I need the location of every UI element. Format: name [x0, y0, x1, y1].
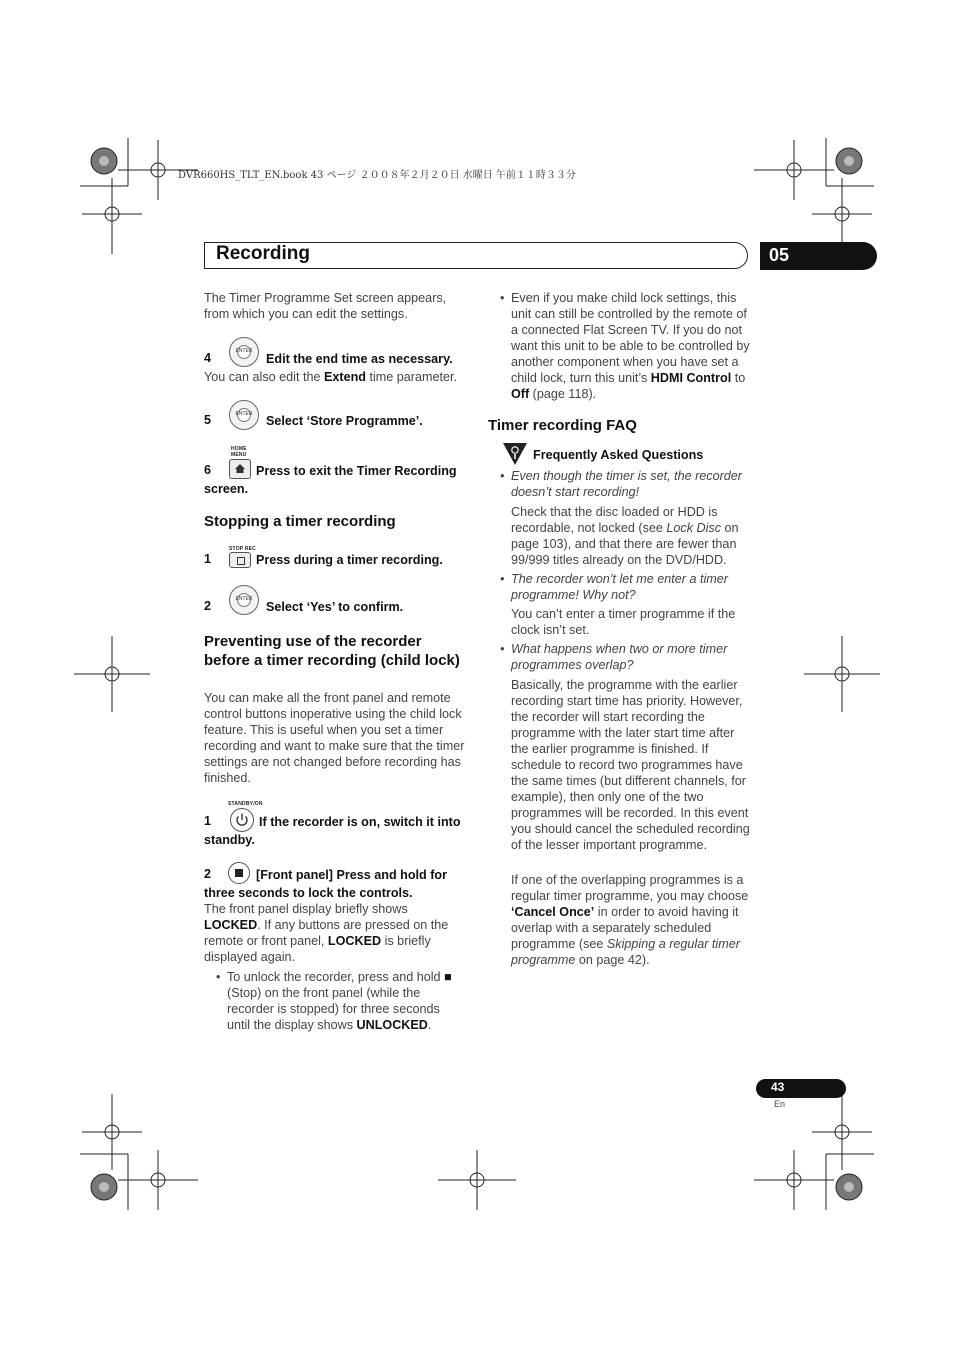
step-instruction: If the recorder is on, switch it into standby.: [204, 815, 461, 847]
faq-answer: Basically, the programme with the earlier recording start time has priority. However, the recorder will start recording the programme with the later start time after the earlier programme is finished. If schedule to record two programmes have the same times (but different channels, for example), then only one of the two programmes will be recorded. In this event you should cancel the scheduled recording of the lesser important programme.: [511, 678, 750, 852]
step-number: 2: [204, 867, 212, 881]
print-header: DVR660HS_TLT_EN.book 43 ページ ２００８年２月２０日 水曜日 午前１１時３３分: [178, 170, 576, 181]
section-heading: Stopping a timer recording: [204, 513, 396, 530]
faq-answer: If one of the overlapping programmes is a regular timer programme, you may choose ‘Cancel Once’ in order to avoid having it overlap with a separately scheduled programme (see Skipping a regular timer programme on page 42).: [511, 873, 749, 967]
bullet-item: • To unlock the recorder, press and hold ■ (Stop) on the front panel (while the recorder is stopped) for three seconds until the display shows UNLOCKED.: [227, 969, 461, 1033]
step-instruction: Press to exit the Timer Recording screen.: [204, 464, 457, 496]
faq-answer: Check that the disc loaded or HDD is recordable, not locked (see Lock Disc on page 103), and that there are fewer than 99/999 titles already on the DVD/HDD.: [511, 505, 739, 567]
standby-on-label: STANDBY/ON: [228, 801, 263, 807]
section-body: You can make all the front panel and remote control buttons inoperative using the child lock feature. This is useful when you set a timer recording and want to make sure that the timer settings are not changed before recording has finished.: [204, 691, 465, 785]
step-number: 2: [204, 599, 212, 613]
step-note: You can also edit the Extend time parameter.: [204, 370, 457, 384]
step-instruction: [Front panel] Press and hold for three seconds to lock the controls.: [204, 868, 448, 900]
faq-answer: You can’t enter a timer programme if the clock isn’t set.: [511, 607, 736, 637]
stop-rec-icon: [229, 552, 251, 568]
step-number: 5: [204, 413, 212, 427]
section-heading: Timer recording FAQ: [488, 417, 637, 434]
step-number: 1: [204, 552, 212, 566]
page-number-tab: [756, 1079, 846, 1098]
step-instruction: Press during a timer recording.: [256, 553, 443, 567]
enter-button-icon: ENTER: [229, 585, 259, 615]
chapter-number: 05: [769, 245, 790, 265]
step-instruction: Select ‘Store Programme’.: [266, 414, 423, 428]
enter-button-icon: ENTER: [229, 337, 259, 367]
faq-subheading: Frequently Asked Questions: [533, 448, 704, 462]
enter-button-icon: ENTER: [229, 400, 259, 430]
step-instruction: Edit the end time as necessary.: [266, 352, 453, 366]
step-number: 6: [204, 463, 212, 477]
tip-icon: [502, 442, 528, 466]
bullet-item: • Even if you make child lock settings, this unit can still be controlled by the remote of a connected Flat Screen TV. If you do not want this unit to be able to be controlled by another component when you have set a child lock, turn this unit’s HDMI Control to Off (page 118).: [511, 290, 751, 402]
stop-rec-label: STOP REC: [229, 546, 256, 552]
home-menu-label: HOME MENU: [231, 446, 247, 458]
faq-question: • What happens when two or more timer programmes overlap?: [511, 641, 751, 673]
intro-text: The Timer Programme Set screen appears, from which you can edit the settings.: [204, 291, 447, 321]
page-number: 43: [771, 1080, 785, 1094]
step-number: 4: [204, 351, 212, 365]
step-note: The front panel display briefly shows LOCKED. If any buttons are pressed on the remote or front panel, LOCKED is briefly displayed again.: [204, 902, 449, 964]
faq-question: • Even though the timer is set, the recorder doesn’t start recording!: [511, 468, 751, 500]
page-language: En: [774, 1099, 786, 1109]
section-heading: Preventing use of the recorder before a timer recording (child lock): [204, 633, 460, 669]
page-title: Recording: [216, 243, 310, 264]
faq-question: • The recorder won’t let me enter a timer programme! Why not?: [511, 571, 751, 603]
step-number: 1: [204, 814, 212, 828]
step-instruction: Select ‘Yes’ to confirm.: [266, 600, 404, 614]
